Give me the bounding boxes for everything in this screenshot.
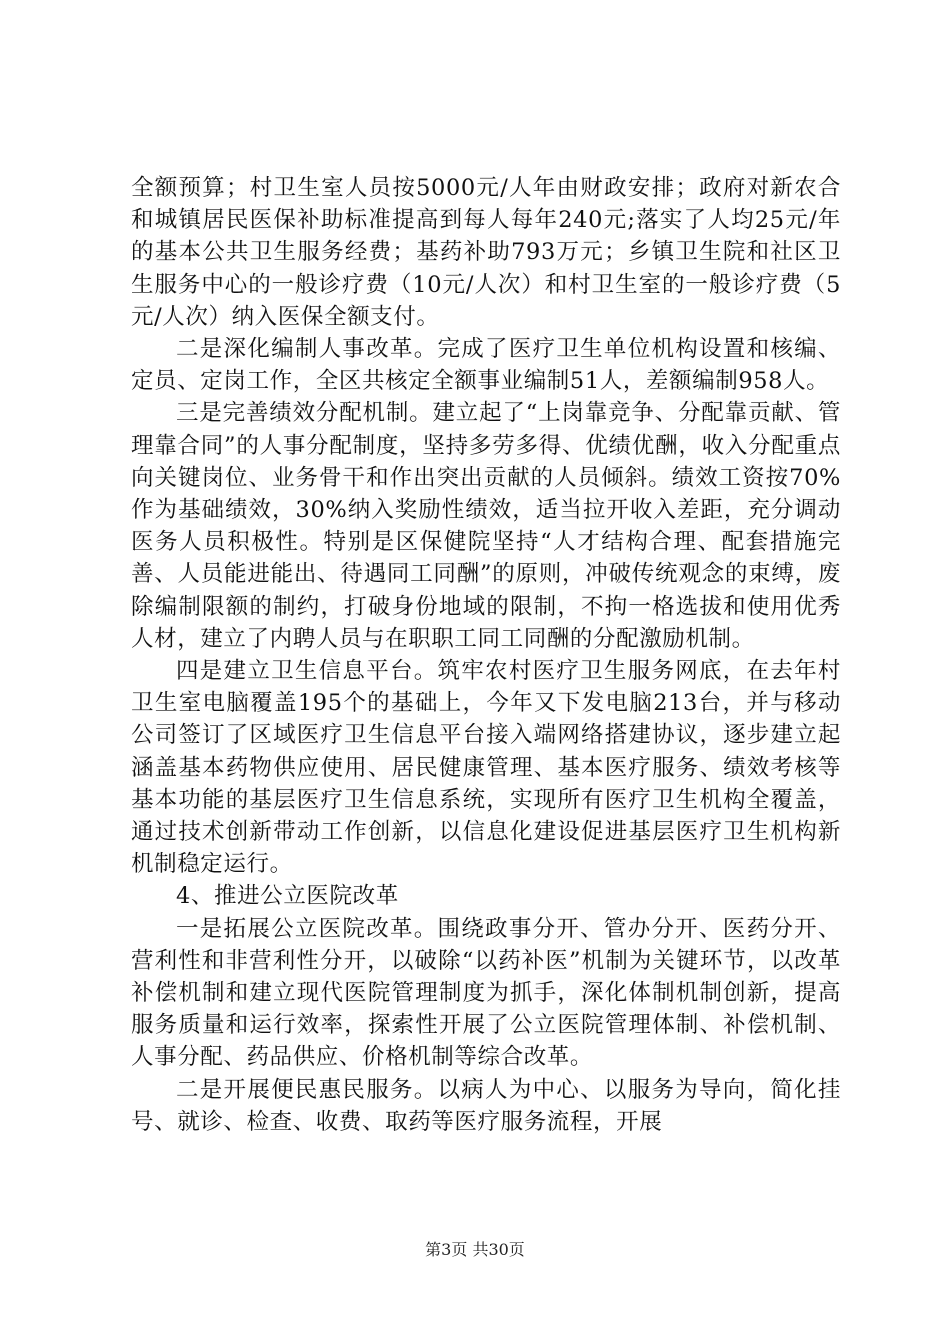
section-heading-public-hospital-reform: 4、推进公立医院改革 — [176, 883, 399, 910]
paragraph-public-hospital-reform: 一是拓展公立医院改革。围绕政事分开、管办分开、医药分开、营利性和非营利性分开，以破除“以药补医”机制为关键环节，以改革补偿机制和建立现代医院管理制度为抓手，深化体制机制创新，提高服务质量和运行效率，探索性开展了公立医院管理体制、补偿机制、人事分配、药品供应、价格机制等综合改革。 — [131, 915, 841, 1071]
paragraph-budget: 全额预算；村卫生室人员按5000元/人年由财政安排；政府对新农合和城镇居民医保补助标准提高到每人每年240元;落实了人均25元/年的基本公共卫生服务经费；基药补助793万元；乡镇卫生院和社区卫生服务中心的一般诊疗费（10元/人次）和村卫生室的一般诊疗费（5元/人次）纳入医保全额支付。 — [131, 175, 841, 330]
paragraph-staffing-reform: 二是深化编制人事改革。完成了医疗卫生单位机构设置和核编、定员、定岗工作，全区共核定全额事业编制51人，差额编制958人。 — [131, 336, 841, 395]
page-footer — [0, 1240, 950, 1260]
paragraph-performance-distribution: 三是完善绩效分配机制。建立起了“上岗靠竞争、分配靠贡献、管理靠合同”的人事分配制度，坚持多劳多得、优绩优酬，收入分配重点向关键岗位、业务骨干和作出突出贡献的人员倾斜。绩效工资按70%作为基础绩效，30%纳入奖励性绩效，适当拉开收入差距，充分调动医务人员积极性。特别是区保健院坚持“人才结构合理、配套措施完善、人员能进能出、待遇同工同酬”的原则，冲破传统观念的束缚，废除编制限额的制约，打破身份地域的限制，不拘一格选拔和使用优秀人材，建立了内聘人员与在职职工同工同酬的分配激励机制。 — [131, 400, 841, 652]
page-number: 第3页 共30页 — [425, 1240, 525, 1259]
paragraph-convenience-services: 二是开展便民惠民服务。以病人为中心、以服务为导向，简化挂号、就诊、检查、收费、取药等医疗服务流程，开展 — [131, 1076, 841, 1135]
document-body — [131, 172, 841, 1138]
paragraph-information-platform: 四是建立卫生信息平台。筑牢农村医疗卫生服务网底，在去年村卫生室电脑覆盖195个的基础上，今年又下发电脑213台，并与移动公司签订了区域医疗卫生信息平台接入端网络搭建协议，逐步建立起涵盖基本药物供应使用、居民健康管理、基本医疗服务、绩效考核等基本功能的基层医疗卫生信息系统，实现所有医疗卫生机构全覆盖，通过技术创新带动工作创新，以信息化建设促进基层医疗卫生机构新机制稳定运行。 — [131, 658, 841, 878]
